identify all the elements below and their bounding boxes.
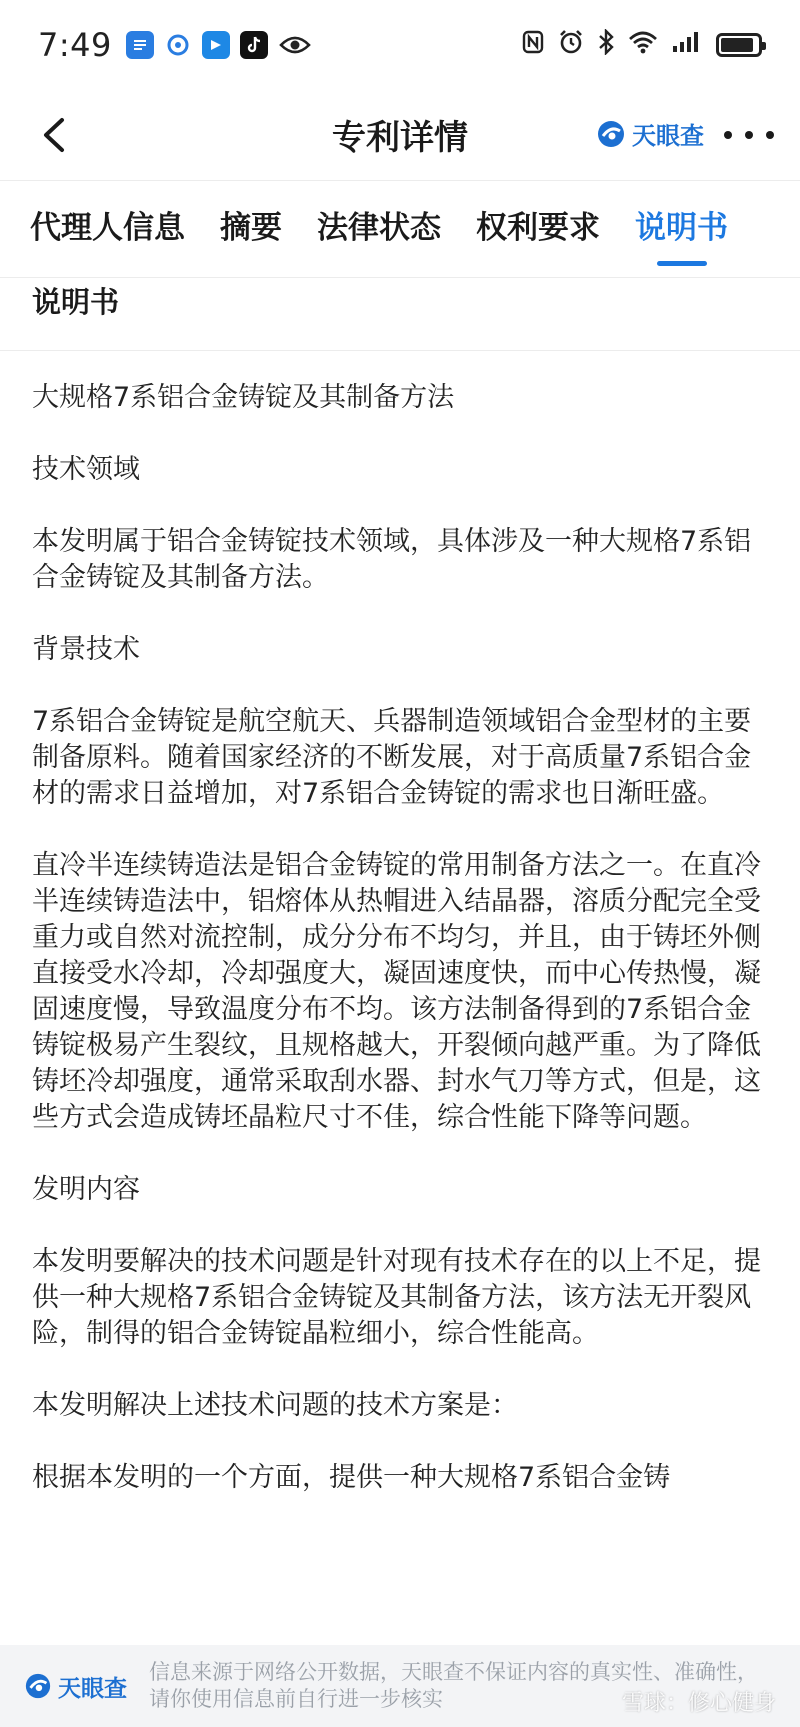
watermark: 雪球：修心健身: [621, 1691, 776, 1716]
battery-fill: [721, 38, 753, 52]
wifi-icon: [628, 30, 658, 60]
status-bar: [0, 0, 800, 90]
paragraph-background-2: 直冷半连续铸造法是铝合金铸锭的常用制备方法之一。在直冷半连续铸造法中，铝熔体从热帽进入结晶器，溶质分配完全受重力或自然对流控制，成分分布不均匀，并且，由于铸坯外侧直接受水冷却，冷却强度大，凝固速度快，而中心传热慢，凝固速度慢，导致温度分布不均。该方法制备得到的7系铝合金铸锭极易产生裂纹，且规格越大，开裂倾向越严重。为了降低铸坯冷却强度，通常采取刮水器、封水气刀等方式，但是，这些方式会造成铸坯晶粒尺寸不佳，综合性能下降等问题。: [32, 850, 761, 1133]
footer-brand: [24, 1670, 127, 1703]
more-dot-icon: [745, 131, 753, 139]
tab-bar: [0, 181, 800, 276]
heading-summary: 发明内容: [32, 1174, 140, 1205]
nfc-icon: [522, 30, 544, 60]
alarm-icon: [558, 29, 584, 61]
status-time: 7:49: [38, 26, 112, 64]
paragraph-summary-1: 本发明要解决的技术问题是针对现有技术存在的以上不足，提供一种大规格7系铝合金铸锭及其制备方法，该方法无开裂风险，制得的铝合金铸锭晶粒细小，综合性能高。: [32, 1246, 761, 1349]
message-app-icon: [126, 31, 154, 59]
battery-icon: [716, 33, 762, 57]
more-dot-icon: [766, 131, 774, 139]
heading-technical-field: 技术领域: [32, 454, 140, 485]
footer-brand-name: 天眼查: [58, 1675, 127, 1702]
disclaimer-text: 信息来源于网络公开数据，天眼查不保证内容的真实性、准确性，请你使用信息前自行进一步核实: [149, 1660, 758, 1711]
section-divider: [0, 350, 800, 351]
tab-legal-status[interactable]: 法律状态: [317, 210, 441, 246]
paragraph-background-1: 7系铝合金铸锭是航空航天、兵器制造领域铝合金型材的主要制备原料。随着国家经济的不断发展，对于高质量7系铝合金材的需求日益增加，对7系铝合金铸锭的需求也日渐旺盛。: [32, 706, 752, 809]
disclaimer-footer: [0, 1645, 800, 1727]
tianyancha-logo-icon: [596, 119, 626, 149]
heading-background: 背景技术: [32, 634, 140, 665]
tab-claims[interactable]: 权利要求: [476, 210, 600, 246]
paragraph-technical-field: 本发明属于铝合金铸锭技术领域，具体涉及一种大规格7系铝合金铸锭及其制备方法。: [32, 526, 752, 593]
tianyancha-logo-icon: [24, 1672, 52, 1700]
tab-specification[interactable]: 说明书: [635, 181, 728, 276]
brand-name: 天眼查: [632, 122, 704, 150]
section-title: 说明书: [32, 285, 120, 319]
signal-icon: [672, 30, 702, 60]
tiktok-app-icon: [240, 31, 268, 59]
more-button[interactable]: [724, 120, 774, 150]
paragraph-summary-2: 本发明解决上述技术问题的技术方案是：: [32, 1390, 518, 1421]
paragraph-summary-3: 根据本发明的一个方面，提供一种大规格7系铝合金铸: [32, 1462, 671, 1493]
more-dot-icon: [724, 131, 732, 139]
tab-abstract[interactable]: 摘要: [220, 210, 282, 246]
bluetooth-icon: [598, 29, 614, 61]
tab-agent-info[interactable]: 代理人信息: [30, 210, 185, 246]
signal-app-icon: [164, 31, 192, 59]
specification-content: [32, 380, 770, 1532]
invention-title: 大规格7系铝合金铸锭及其制备方法: [32, 382, 455, 413]
app-header: [0, 90, 800, 180]
tab-divider: [0, 277, 800, 278]
page-title: 专利详情: [332, 118, 468, 158]
eye-icon: [278, 31, 312, 59]
status-right-icons: [522, 29, 762, 61]
brand-logo[interactable]: [596, 116, 704, 151]
bilibili-app-icon: [202, 31, 230, 59]
